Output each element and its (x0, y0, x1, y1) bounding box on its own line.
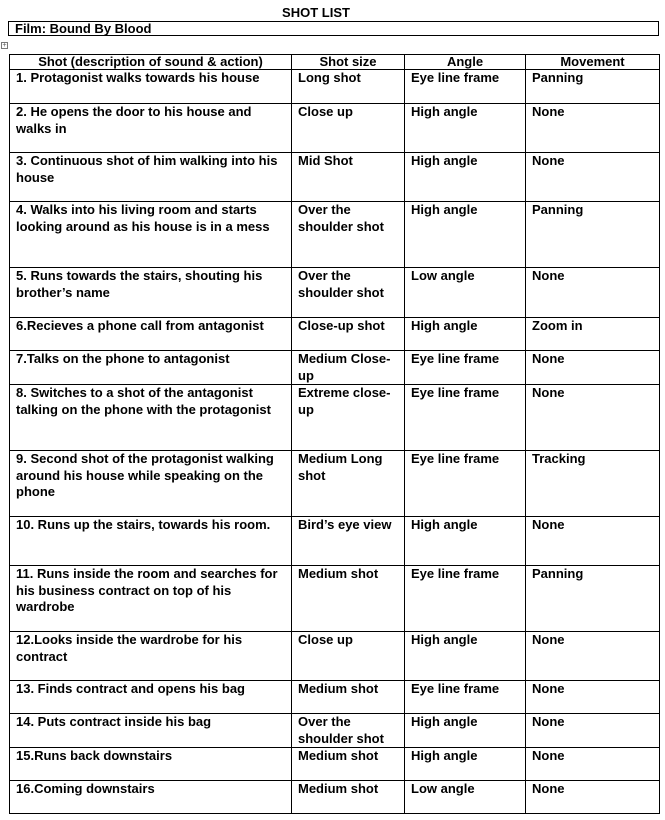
table-row (10, 748, 660, 781)
table-row (10, 318, 660, 351)
shot-size: Bird’s eye view (292, 517, 405, 566)
shot-angle: Eye line frame (405, 70, 526, 104)
page-title: SHOT LIST (282, 5, 350, 20)
table-row (10, 104, 660, 153)
shot-size: Medium shot (292, 781, 405, 814)
shot-size: Medium shot (292, 681, 405, 714)
shot-description: 16.Coming downstairs (10, 781, 292, 814)
table-row (10, 517, 660, 566)
shot-movement: None (526, 351, 660, 385)
shot-angle: High angle (405, 153, 526, 202)
shot-size: Medium Long shot (292, 451, 405, 517)
shot-movement: None (526, 517, 660, 566)
table-row (10, 714, 660, 748)
shot-movement: Panning (526, 202, 660, 268)
shot-description: 10. Runs up the stairs, towards his room. (10, 517, 292, 566)
shot-size: Over the shoulder shot (292, 268, 405, 318)
shot-movement: None (526, 268, 660, 318)
shot-description: 4. Walks into his living room and starts looking around as his house is in a mess (10, 202, 292, 268)
shot-angle: Eye line frame (405, 385, 526, 451)
shot-angle: High angle (405, 714, 526, 748)
table-row (10, 385, 660, 451)
column-header-movement: Movement (526, 55, 660, 70)
shot-movement: None (526, 153, 660, 202)
shot-movement: None (526, 748, 660, 781)
shot-size: Close up (292, 632, 405, 681)
shot-description: 2. He opens the door to his house and walks in (10, 104, 292, 153)
shot-angle: High angle (405, 318, 526, 351)
shot-size: Long shot (292, 70, 405, 104)
shot-size: Close-up shot (292, 318, 405, 351)
shot-angle: High angle (405, 748, 526, 781)
shot-movement: None (526, 632, 660, 681)
film-title: Film: Bound By Blood (8, 21, 659, 36)
shot-angle: Eye line frame (405, 451, 526, 517)
shot-description: 9. Second shot of the protagonist walking around his house while speaking on the phone (10, 451, 292, 517)
column-header-description: Shot (description of sound & action) (10, 55, 292, 70)
shot-movement: Panning (526, 70, 660, 104)
shot-description: 15.Runs back downstairs (10, 748, 292, 781)
shot-description: 11. Runs inside the room and searches for his business contract on top of his wardrobe (10, 566, 292, 632)
shot-size: Over the shoulder shot (292, 714, 405, 748)
table-row (10, 632, 660, 681)
table-row (10, 566, 660, 632)
shot-description: 5. Runs towards the stairs, shouting his brother’s name (10, 268, 292, 318)
table-row (10, 451, 660, 517)
shot-size: Mid Shot (292, 153, 405, 202)
table-row (10, 268, 660, 318)
shot-description: 6.Recieves a phone call from antagonist (10, 318, 292, 351)
shot-description: 1. Protagonist walks towards his house (10, 70, 292, 104)
shot-angle: High angle (405, 202, 526, 268)
shot-size: Extreme close-up (292, 385, 405, 451)
shot-list-table (9, 54, 660, 814)
shot-movement: None (526, 385, 660, 451)
table-row (10, 202, 660, 268)
table-row (10, 681, 660, 714)
shot-description: 7.Talks on the phone to antagonist (10, 351, 292, 385)
table-row (10, 70, 660, 104)
shot-movement: None (526, 714, 660, 748)
table-move-handle-icon[interactable]: + (2, 42, 7, 49)
shot-angle: High angle (405, 517, 526, 566)
column-header-shot-size: Shot size (292, 55, 405, 70)
shot-angle: Eye line frame (405, 351, 526, 385)
shot-angle: Eye line frame (405, 566, 526, 632)
table-row (10, 153, 660, 202)
shot-size: Medium shot (292, 748, 405, 781)
shot-movement: None (526, 781, 660, 814)
shot-angle: High angle (405, 104, 526, 153)
shot-description: 14. Puts contract inside his bag (10, 714, 292, 748)
table-row (10, 781, 660, 814)
shot-size: Medium Close-up (292, 351, 405, 385)
shot-movement: Zoom in (526, 318, 660, 351)
table-row (10, 351, 660, 385)
shot-angle: Low angle (405, 268, 526, 318)
shot-description: 3. Continuous shot of him walking into his house (10, 153, 292, 202)
shot-movement: Tracking (526, 451, 660, 517)
column-header-angle: Angle (405, 55, 526, 70)
shot-size: Over the shoulder shot (292, 202, 405, 268)
header-row (10, 55, 660, 70)
shot-angle: Eye line frame (405, 681, 526, 714)
shot-movement: None (526, 104, 660, 153)
shot-angle: Low angle (405, 781, 526, 814)
shot-angle: High angle (405, 632, 526, 681)
shot-description: 13. Finds contract and opens his bag (10, 681, 292, 714)
shot-size: Medium shot (292, 566, 405, 632)
shot-description: 8. Switches to a shot of the antagonist talking on the phone with the protagonist (10, 385, 292, 451)
shot-size: Close up (292, 104, 405, 153)
shot-description: 12.Looks inside the wardrobe for his contract (10, 632, 292, 681)
shot-movement: Panning (526, 566, 660, 632)
shot-movement: None (526, 681, 660, 714)
